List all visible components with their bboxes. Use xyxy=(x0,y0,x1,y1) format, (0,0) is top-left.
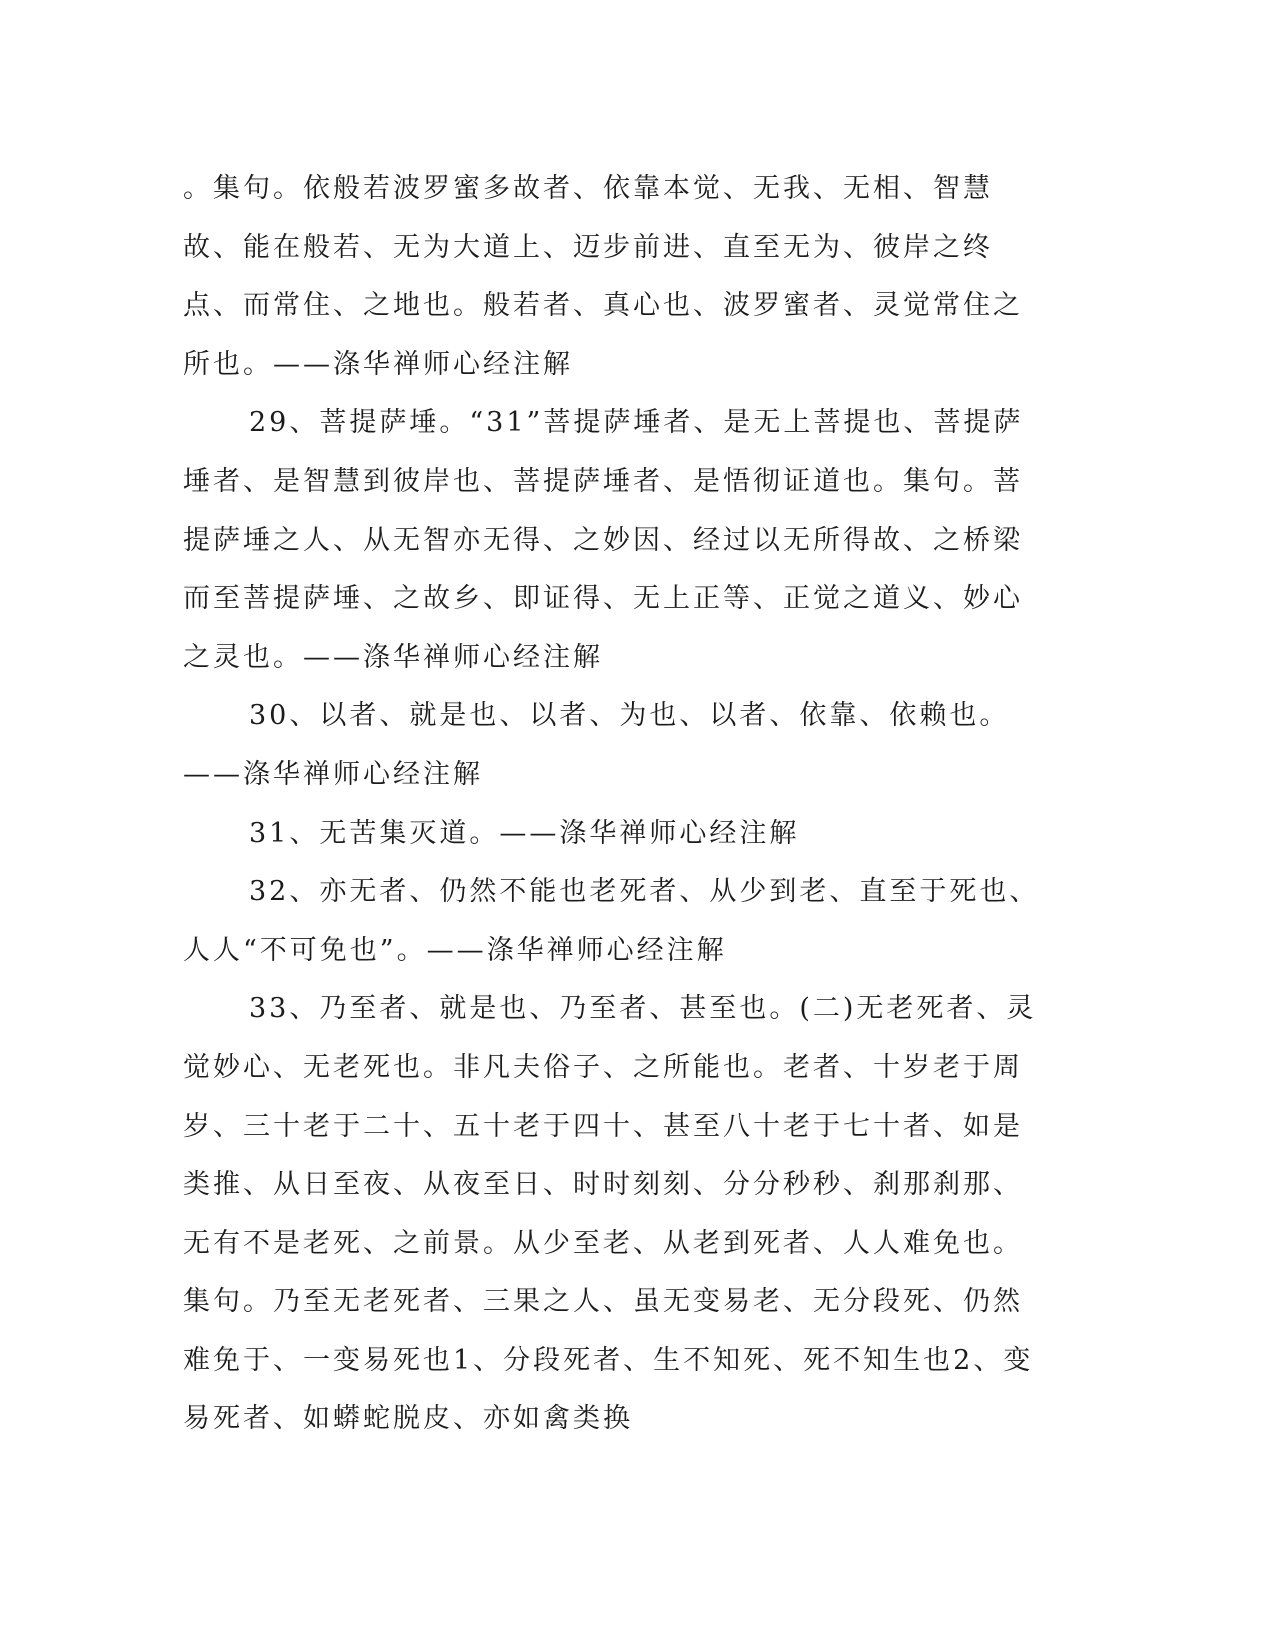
paragraph-32: 32、亦无者、仍然不能也老死者、从少到老、直至于死也、人人“不可免也”。——涤华禅师心经注解 xyxy=(183,876,1040,966)
paragraph-29: 29、菩提萨埵。“31”菩提萨埵者、是无上菩提也、菩提萨埵者、是智慧到彼岸也、菩提萨埵者、是悟彻证道也。集句。菩提萨埵之人、从无智亦无得、之妙因、经过以无所得故、之桥梁而至菩提萨埵、之故乡、即证得、无上正等、正觉之道义、妙心之灵也。——涤华禅师心经注解 xyxy=(183,407,1024,673)
paragraph-continuation: 。集句。依般若波罗蜜多故者、依靠本觉、无我、无相、智慧故、能在般若、无为大道上、迈步前进、直至无为、彼岸之终点、而常住、之地也。般若者、真心也、波罗蜜者、灵觉常住之所也。——涤华禅师心经注解 xyxy=(183,173,1023,380)
paragraph-31: 31、无苦集灭道。——涤华禅师心经注解 xyxy=(249,817,800,849)
paragraph-30: 30、以者、就是也、以者、为也、以者、依靠、依赖也。——涤华禅师心经注解 xyxy=(183,700,1010,790)
body-text xyxy=(183,160,1043,1449)
paragraph-33: 33、乃至者、就是也、乃至者、甚至也。(二)无老死者、灵觉妙心、无老死也。非凡夫俗子、之所能也。老者、十岁老于周岁、三十老于二十、五十老于四十、甚至八十老于七十者、如是类推、从日至夜、从夜至日、时时刻刻、分分秒秒、刹那刹那、无有不是老死、之前景。从少至老、从老到死者、人人难免也。集句。乃至无老死者、三果之人、虽无变易老、无分段死、仍然难免于、一变易死也1、分段死者、生不知死、死不知生也2、变易死者、如蟒蛇脱皮、亦如禽类换 xyxy=(183,993,1037,1435)
